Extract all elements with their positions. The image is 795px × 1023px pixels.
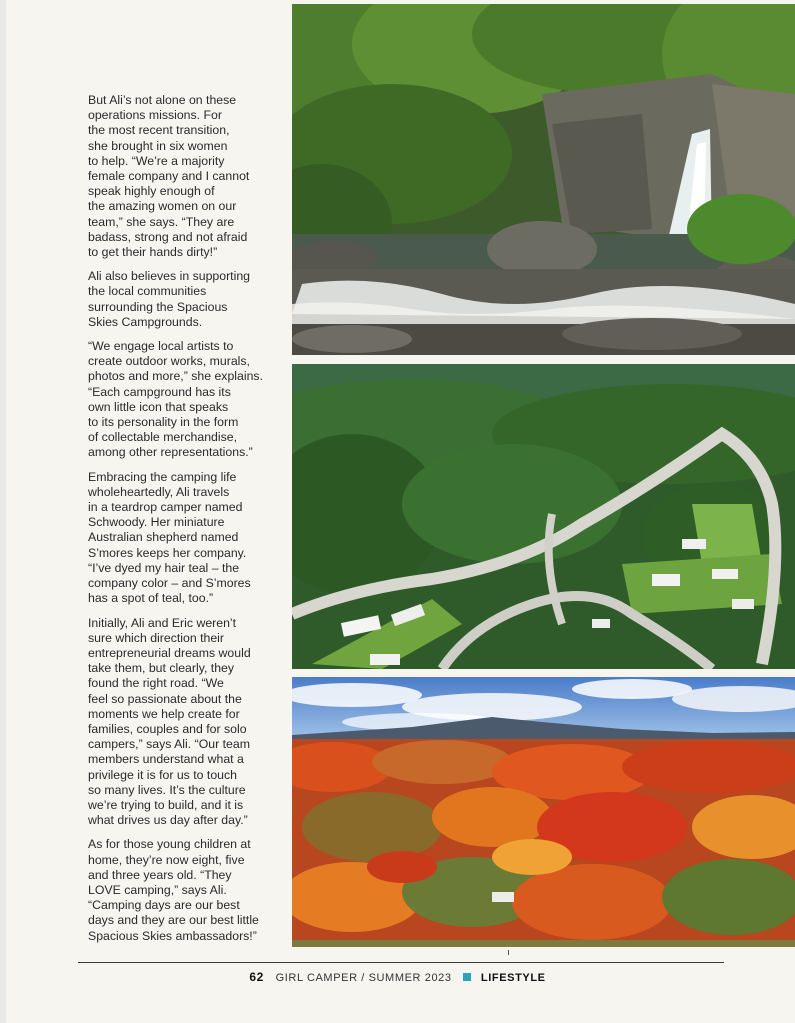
paragraph	[88, 616, 283, 829]
paragraph	[88, 93, 283, 260]
text-line: “Each campground has its	[88, 384, 231, 399]
text-line: “I’ve dyed my hair teal – the	[88, 560, 240, 575]
text-line: campers,” says Ali. “Our team	[88, 737, 250, 752]
text-line: we’re trying to build, and it is	[88, 797, 244, 812]
paragraph	[88, 269, 283, 330]
text-line: create outdoor works, murals,	[88, 354, 250, 369]
paragraph	[88, 837, 283, 943]
text-line: she brought in six women	[88, 138, 228, 153]
text-line: members understand what a	[88, 752, 244, 767]
text-line: Initially, Ali and Eric weren’t	[88, 615, 237, 630]
text-line: found the right road. “We	[88, 676, 224, 691]
text-line: “Camping days are our best	[88, 898, 240, 913]
text-line: photos and more,” she explains.	[88, 369, 263, 384]
text-line: feel so passionate about the	[88, 691, 242, 706]
text-line: in a teardrop camper named	[88, 500, 243, 515]
text-line: moments we help create for	[88, 706, 240, 721]
text-line: the local communities	[88, 284, 207, 299]
text-line: Spacious Skies ambassadors!”	[88, 928, 257, 943]
text-line: the most recent transition,	[88, 123, 230, 138]
text-line: surrounding the Spacious	[88, 299, 228, 314]
text-line: to help. “We’re a majority	[88, 153, 225, 168]
text-line: female company and I cannot	[88, 169, 250, 184]
text-line: wholeheartedly, Ali travels	[88, 484, 230, 499]
aerial-campground-photo	[292, 364, 795, 669]
text-line: so many lives. It’s the culture	[88, 782, 246, 797]
text-line: badass, strong and not afraid	[88, 229, 248, 244]
text-line: own little icon that speaks	[88, 399, 229, 414]
teal-square-icon	[463, 973, 471, 981]
text-line: Schwoody. Her miniature	[88, 515, 225, 530]
footer-divider	[78, 962, 724, 963]
text-line: operations missions. For	[88, 108, 222, 123]
paragraph	[88, 470, 283, 607]
article-body	[88, 93, 283, 953]
text-line: has a spot of teal, too.”	[88, 591, 214, 606]
text-line: days and they are our best little	[88, 913, 259, 928]
text-line: team,” she says. “They are	[88, 214, 235, 229]
text-line: what drives us day after day.”	[88, 813, 248, 828]
text-line: Australian shepherd named	[88, 530, 239, 545]
text-line: and three years old. “They	[88, 867, 232, 882]
text-line: to get their hands dirty!”	[88, 245, 218, 260]
text-line: entrepreneurial dreams would	[88, 645, 251, 660]
text-line: privilege it is for us to touch	[88, 767, 237, 782]
text-line: families, couples and for solo	[88, 721, 247, 736]
decorative-bar	[292, 940, 795, 947]
text-line: LOVE camping,” says Ali.	[88, 882, 227, 897]
text-line: take them, but clearly, they	[88, 661, 235, 676]
autumn-foliage-photo	[292, 677, 795, 940]
text-line: As for those young children at	[88, 837, 251, 852]
divider-tick	[508, 950, 509, 955]
text-line: Embracing the camping life	[88, 469, 237, 484]
text-line: sure which direction their	[88, 630, 225, 645]
text-line: “We engage local artists to	[88, 339, 234, 354]
paragraph	[88, 339, 283, 461]
text-line: S’mores keeps her company.	[88, 545, 247, 560]
text-line: the amazing women on our	[88, 199, 237, 214]
page-footer	[0, 970, 795, 984]
text-line: among other representations.”	[88, 445, 253, 460]
publication-label: GIRL CAMPER / SUMMER 2023	[275, 972, 452, 984]
text-line: speak highly enough of	[88, 184, 215, 199]
text-line: company color – and S’mores	[88, 576, 251, 591]
text-line: of collectable merchandise,	[88, 430, 238, 445]
waterfall-photo	[292, 4, 795, 355]
page-number: 62	[249, 970, 264, 984]
text-line: Ali also believes in supporting	[88, 269, 251, 284]
text-line: to its personality in the form	[88, 415, 239, 430]
text-line: Skies Campgrounds.	[88, 314, 203, 329]
text-line: home, they’re now eight, five	[88, 852, 245, 867]
text-line: But Ali’s not alone on these	[88, 93, 237, 107]
section-label: LIFESTYLE	[480, 972, 546, 984]
